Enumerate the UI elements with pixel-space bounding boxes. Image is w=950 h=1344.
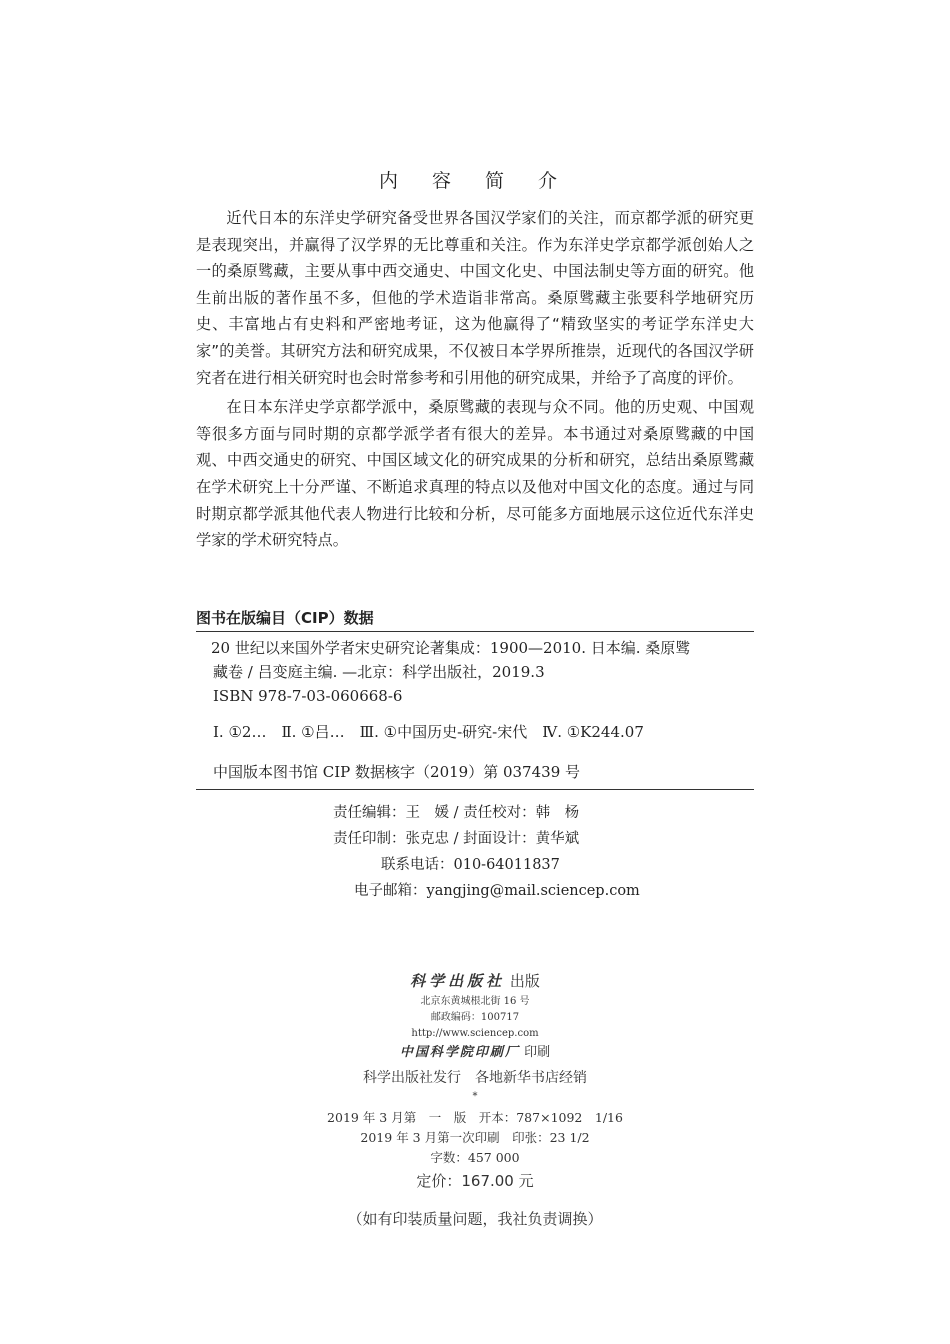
- credits-block: [0, 800, 950, 904]
- publisher-postcode: 邮政编码：100717: [430, 1012, 520, 1023]
- publisher-address: 北京东黄城根北街 16 号: [420, 996, 530, 1007]
- quality-notice: （如有印装质量问题，我社负责调换）: [347, 1210, 603, 1228]
- colophon: [0, 968, 950, 1232]
- printer-suffix: 印刷: [524, 1045, 551, 1060]
- phone-line: 联系电话：010-64011837: [381, 857, 560, 873]
- printer-logo-text: 中国科学院印刷厂: [399, 1045, 520, 1060]
- cip-check-number: 中国版本图书馆 CIP 数据核字（2019）第 037439 号: [213, 763, 581, 781]
- editor-line: 责任编辑：王 媛 / 责任校对：韩 杨: [333, 805, 580, 821]
- word-count: 字数：457 000: [430, 1150, 520, 1165]
- cip-bottom-rule: [196, 789, 754, 790]
- summary-paragraph-1: 近代日本的东洋史学研究备受世界各国汉学家们的关注，而京都学派的研究更是表现突出，并赢得了汉学界的无比尊重和关注。作为东洋史学京都学派创始人之一的桑原骘藏，主要从事中西交通史、中国文化史、中国法制史等方面的研究。他生前出版的著作虽不多，但他的学术造诣非常高。桑原骘藏主张要科学地研究历史、丰富地占有史料和严密地考证，这为他赢得了“精致坚实的考证学东洋史大家”的美誉。其研究方法和研究成果，不仅被日本学界所推崇，近现代的各国汉学研究者在进行相关研究时也会时常参考和引用他的研究成果，并给予了高度的评价。: [196, 209, 754, 387]
- printing-line: 责任印制：张克忠 / 封面设计：黄华斌: [333, 831, 580, 847]
- publisher-logo-text: 科学出版社: [410, 972, 506, 990]
- cip-top-rule: [196, 631, 754, 632]
- summary-text: [196, 205, 754, 554]
- email-line: 电子邮箱：yangjing@mail.sciencep.com: [354, 883, 640, 899]
- summary-paragraph-2: 在日本东洋史学京都学派中，桑原骘藏的表现与众不同。他的历史观、中国观等很多方面与同时期的京都学派学者有很大的差异。本书通过对桑原骘藏的中国观、中西交通史的研究、中国区域文化的研究成果的分析和研究，总结出桑原骘藏在学术研究上十分严谨、不断追求真理的特点以及他对中国文化的态度。通过与同时期京都学派其他代表人物进行比较和分析，尽可能多方面地展示这位近代东洋史学家的学术研究特点。: [196, 398, 754, 550]
- printer-line: [0, 1042, 950, 1064]
- distribution-line: 科学出版社发行 各地新华书店经销: [363, 1070, 587, 1086]
- publisher-suffix: 出版: [509, 972, 540, 990]
- price: 定价：167.00 元: [416, 1172, 534, 1190]
- cip-heading: 图书在版编目（CIP）数据: [196, 609, 374, 627]
- publisher-line: [0, 968, 950, 994]
- cip-entry-line-2: 藏卷 / 吕变庭主编. —北京：科学出版社，2019.3: [213, 663, 545, 681]
- cip-entry: [213, 636, 753, 708]
- cip-classification: Ⅰ. ①2… Ⅱ. ①吕… Ⅲ. ①中国历史-研究-宋代 Ⅳ. ①K244.07: [213, 723, 644, 741]
- cip-isbn: ISBN 978-7-03-060668-6: [213, 687, 403, 705]
- publisher-website: http://www.sciencep.com: [411, 1028, 539, 1039]
- cip-entry-line-1: 20 世纪以来国外学者宋史研究论著集成：1900—2010. 日本编. 桑原骘: [211, 639, 691, 657]
- edition-line-1: 2019 年 3 月第 一 版 开本：787×1092 1/16: [327, 1110, 623, 1125]
- edition-line-2: 2019 年 3 月第一次印刷 印张：23 1/2: [360, 1130, 590, 1145]
- summary-title: 内 容 简 介: [378, 170, 572, 192]
- separator-star: *: [472, 1091, 478, 1102]
